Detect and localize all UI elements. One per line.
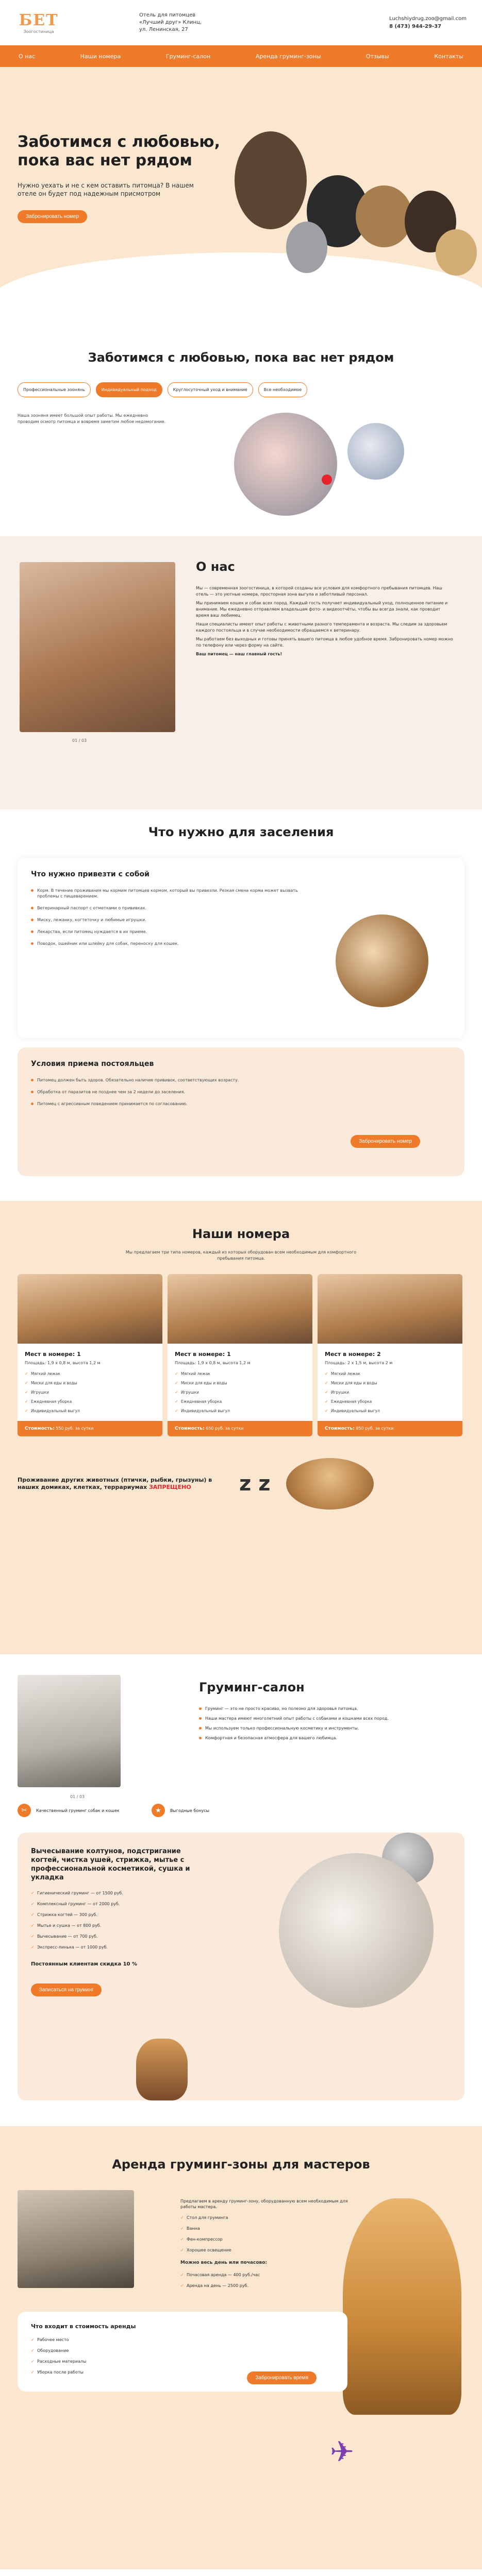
room-photo bbox=[318, 1274, 462, 1344]
golden-retriever-photo bbox=[343, 2198, 461, 2415]
about-paragraph: Наши специалисты имеют опыт работы с животными разного темперамента и возраста. Мы следим за здоровьем каждого постояльца и в случае необходимости обращаемся к ветеринару. bbox=[196, 622, 447, 633]
about-section bbox=[0, 536, 482, 809]
about-text bbox=[196, 585, 454, 660]
rooms-section bbox=[0, 1201, 482, 1654]
list-item: Наши мастера имеют многолетний опыт работы с собаками и кошками всех пород. bbox=[199, 1716, 446, 1721]
care-text: Наша зооняня имеет большой опыт работы. Мы ежедневно проводим осмотр питомца и вовремя заметим любое недомогание. bbox=[18, 413, 166, 424]
puppy-photo bbox=[136, 2039, 188, 2100]
room-price-label: Стоимость: bbox=[175, 1426, 205, 1431]
list-item: Мы используем только профессиональную косметику и инструменты. bbox=[199, 1725, 446, 1731]
arenda-points bbox=[180, 2215, 351, 2253]
list-item: ✓ Ванна bbox=[180, 2226, 351, 2231]
room-feature: ✓ Игрушки bbox=[175, 1390, 305, 1395]
room-name: Мест в номере: 1 bbox=[25, 1351, 81, 1358]
price-item: ✓ Гигиенический груминг — от 1500 руб. bbox=[31, 1890, 222, 1896]
needs-book-button[interactable]: Забронировать номер bbox=[351, 1135, 420, 1148]
room-feature: ✓ Индивидуальный выгул bbox=[325, 1409, 455, 1414]
list-item: ✓ Оборудование bbox=[31, 2348, 217, 2353]
room-area: Площадь: 1,9 x 0,8 м, высота 1,2 м bbox=[175, 1361, 251, 1365]
arenda-info bbox=[180, 2198, 351, 2294]
sleep-icon: z z bbox=[239, 1472, 271, 1496]
room-photo bbox=[168, 1274, 312, 1344]
ban-row bbox=[18, 1458, 464, 1510]
list-item: Груминг — это не просто красиво, но полезно для здоровья питомца. bbox=[199, 1706, 446, 1711]
room-feature: ✓ Ежедневная уборка bbox=[175, 1399, 305, 1404]
arenda-photo bbox=[18, 2190, 134, 2288]
room-price-label: Стоимость: bbox=[25, 1426, 55, 1431]
list-item: Поводок, ошейник или шлейку для собак, переноску для кошек. bbox=[31, 941, 309, 946]
arenda-rates bbox=[180, 2272, 351, 2289]
hero-lead: Нужно уехать и не с кем оставить питомца? В нашем отеле он будет под надежным присмотром bbox=[18, 182, 194, 197]
nav-contacts[interactable]: Контакты bbox=[434, 53, 463, 60]
needs-title: Что нужно для заселения bbox=[148, 825, 334, 839]
header-contacts bbox=[389, 15, 467, 30]
about-pager[interactable]: 01 / 03 bbox=[72, 738, 87, 743]
list-item: Обработка от паразитов не позднее чем за 2 недели до заселения. bbox=[31, 1089, 309, 1095]
rate-item: ✓ Почасовая аренда — 400 руб./час bbox=[180, 2272, 351, 2278]
logo-sub: Зоогостиница bbox=[23, 29, 54, 34]
conditions-list bbox=[31, 1077, 309, 1107]
care-content bbox=[18, 413, 464, 516]
care-tab[interactable]: Индивидуальный подход bbox=[96, 382, 162, 397]
arenda-title: Аренда груминг-зоны для мастеров bbox=[112, 2157, 370, 2172]
list-item: Миску, лежанку, когтеточку и любимые игрушки. bbox=[31, 917, 309, 923]
room-price bbox=[18, 1421, 162, 1436]
list-item: ✓ Уборка после работы bbox=[31, 2369, 217, 2375]
discount-label: Постоянным клиентам скидка 10 % bbox=[31, 1961, 138, 1967]
cat-dog-photo bbox=[336, 914, 428, 1007]
room-feature: ✓ Игрушки bbox=[25, 1390, 155, 1395]
care-tabs bbox=[18, 382, 464, 397]
room-name: Мест в номере: 1 bbox=[175, 1351, 231, 1358]
nav-reviews[interactable]: Отзывы bbox=[365, 53, 389, 60]
reviews-section bbox=[0, 2569, 482, 2576]
address-line: «Лучший друг» Клинц, bbox=[139, 20, 202, 25]
room-body bbox=[18, 1344, 162, 1414]
room-card[interactable] bbox=[168, 1274, 312, 1436]
room-price-value: 550 руб. за сутки bbox=[56, 1426, 94, 1431]
list-item: Комфортная и безопасная атмосфера для вашего любимца. bbox=[199, 1735, 446, 1741]
needs-section bbox=[0, 809, 482, 1201]
gift-icon: ★ bbox=[152, 1804, 165, 1817]
room-area: Площадь: 2 x 1,5 м, высота 2 м bbox=[325, 1361, 393, 1365]
list-item: ✓ Расходные материалы bbox=[31, 2359, 217, 2364]
arenda-book-button[interactable]: Забронировать время bbox=[247, 2371, 317, 2384]
list-item: ✓ Хорошее освещение bbox=[180, 2247, 351, 2253]
price-item: ✓ Комплексный груминг — от 2000 руб. bbox=[31, 1901, 222, 1907]
about-photo bbox=[20, 562, 175, 732]
room-price-label: Стоимость: bbox=[325, 1426, 355, 1431]
list-item: ✓ Рабочее место bbox=[31, 2337, 217, 2343]
ban-text bbox=[18, 1477, 234, 1491]
paw-icon: ✂ bbox=[18, 1804, 31, 1817]
room-feature: ✓ Мягкий лежак bbox=[25, 1371, 155, 1377]
room-feature: ✓ Миски для еды и воды bbox=[325, 1381, 455, 1386]
list-item: Ветеринарный паспорт с отметками о прививках. bbox=[31, 905, 309, 911]
nav-arenda[interactable]: Аренда груминг-зоны bbox=[255, 53, 321, 60]
room-features bbox=[25, 1371, 155, 1414]
care-section bbox=[0, 345, 482, 536]
badge-label: Качественный груминг собак и кошек bbox=[36, 1808, 120, 1813]
care-tab[interactable]: Все необходимое bbox=[258, 382, 308, 397]
room-price bbox=[168, 1421, 312, 1436]
arenda-section bbox=[0, 2126, 482, 2569]
grooming-badges bbox=[18, 1804, 464, 1817]
room-price-value: 650 руб. за сутки bbox=[206, 1426, 244, 1431]
about-paragraph: Мы работаем без выходных и готовы принять вашего питомца в любое удобное время. Забронировать номер можно по телефону или через форму на сайте. bbox=[196, 637, 453, 648]
about-title: О нас bbox=[196, 560, 235, 574]
logo[interactable] bbox=[15, 6, 62, 39]
bring-title: Что нужно привезти с собой bbox=[31, 870, 149, 878]
room-body bbox=[318, 1344, 462, 1414]
rooms-subtitle: Мы предлагаем три типа номеров, каждый из которых оборудован всем необходимым для комфортного пребывания питомца. bbox=[125, 1250, 357, 1261]
rate-item: ✓ Аренда на день — 2500 руб. bbox=[180, 2283, 351, 2289]
room-feature: ✓ Мягкий лежак bbox=[175, 1371, 305, 1377]
room-price-value: 850 руб. за сутки bbox=[356, 1426, 394, 1431]
bring-list bbox=[31, 888, 309, 946]
room-photo bbox=[18, 1274, 162, 1344]
decor-dot bbox=[322, 474, 332, 485]
list-item: Питомец с агрессивным поведением принимается по согласованию. bbox=[31, 1101, 309, 1107]
header-address bbox=[139, 12, 202, 33]
price-item: ✓ Вычесывание — от 700 руб. bbox=[31, 1934, 222, 1939]
cost-title: Что входит в стоимость аренды bbox=[31, 2323, 136, 2330]
header-phone[interactable]: 8 (473) 944-29-37 bbox=[389, 24, 442, 29]
grooming-title: Груминг-салон bbox=[199, 1680, 305, 1694]
room-card[interactable] bbox=[318, 1274, 462, 1436]
grooming-prices bbox=[31, 1890, 222, 1950]
conditions-title: Условия приема постояльцев bbox=[31, 1060, 154, 1068]
cost-list bbox=[31, 2337, 217, 2375]
nav-about[interactable]: О нас bbox=[19, 53, 36, 60]
room-area: Площадь: 1,9 x 0,8 м, высота 1,2 м bbox=[25, 1361, 101, 1365]
list-item: Лекарства, если питомец нуждается в их приеме. bbox=[31, 929, 309, 935]
topbar bbox=[0, 0, 482, 45]
list-item: Питомец должен быть здоров. Обязательно наличие прививок, соответствующих возрасту. bbox=[31, 1077, 309, 1083]
hair-dryer-icon: ✈ bbox=[330, 2435, 354, 2469]
conditions-card bbox=[18, 1047, 464, 1176]
list-item: ✓ Фен-компрессор bbox=[180, 2236, 351, 2242]
address-line: Отель для питомцев bbox=[139, 12, 196, 18]
room-price bbox=[318, 1421, 462, 1436]
arenda-label: Можно весь день или почасово: bbox=[180, 2260, 267, 2265]
care-tab[interactable]: Круглосуточный уход и внимание bbox=[168, 382, 253, 397]
grooming-signup-button[interactable]: Записаться на груминг bbox=[31, 1984, 102, 1996]
care-tab[interactable]: Профессиональные зоонянь bbox=[18, 382, 91, 397]
room-feature: ✓ Мягкий лежак bbox=[325, 1371, 455, 1377]
main-nav bbox=[0, 45, 482, 67]
arenda-intro: Предлагаем в аренду груминг-зону, оборудованную всем необходимым для работы мастера. bbox=[180, 2199, 348, 2209]
logo-mark: БЕТ bbox=[19, 11, 59, 29]
room-feature: ✓ Миски для еды и воды bbox=[25, 1381, 155, 1386]
room-feature: ✓ Миски для еды и воды bbox=[175, 1381, 305, 1386]
room-feature: ✓ Индивидуальный выгул bbox=[175, 1409, 305, 1414]
rooms-title: Наши номера bbox=[192, 1227, 290, 1241]
bring-card bbox=[18, 858, 464, 1038]
sleeping-pet-photo bbox=[286, 1458, 374, 1510]
price-item: ✓ Экспресс-линька — от 1000 руб. bbox=[31, 1944, 222, 1950]
room-features bbox=[325, 1371, 455, 1414]
about-paragraph: Мы принимаем кошек и собак всех пород. Каждый гость получает индивидуальный уход, полноценное питание и внимание. Мы ежедневно отправляем владельцам фото- и видеоотчёты, чтобы вы всегда знали, как проводит время ваш любимец. bbox=[196, 601, 448, 618]
price-item: ✓ Стрижка когтей — 300 руб. bbox=[31, 1912, 222, 1918]
room-feature: ✓ Игрушки bbox=[325, 1390, 455, 1395]
room-grid bbox=[18, 1274, 464, 1436]
list-item: Корм. В течение проживания мы кормим питомцев кормом, который вы привезли. Резкая смена корма может вызвать проблемы с пищеварением. bbox=[31, 888, 309, 899]
grooming-points bbox=[199, 1706, 446, 1745]
dog-photo-large bbox=[279, 1853, 434, 2008]
grooming-section bbox=[0, 1654, 482, 2111]
room-name: Мест в номере: 2 bbox=[325, 1351, 381, 1358]
nav-grooming[interactable]: Груминг-салон bbox=[165, 53, 211, 60]
ban-text-red: ЗАПРЕЩЕНО bbox=[148, 1484, 191, 1490]
badge-label: Выгодные бонусы bbox=[170, 1808, 209, 1813]
grooming-photo bbox=[18, 1675, 121, 1787]
room-features bbox=[175, 1371, 305, 1414]
care-title: Заботимся с любовью, пока вас нет рядом bbox=[88, 350, 394, 365]
care-photo bbox=[234, 413, 337, 516]
list-item: ✓ Стол для груминга bbox=[180, 2215, 351, 2221]
about-paragraph: Ваш питомец — наш главный гость! bbox=[196, 652, 282, 656]
room-feature: ✓ Ежедневная уборка bbox=[325, 1399, 455, 1404]
hero bbox=[0, 67, 482, 345]
pets-illustration bbox=[209, 118, 482, 289]
room-body bbox=[168, 1344, 312, 1414]
badge bbox=[18, 1804, 131, 1817]
grooming-pager[interactable]: 01 / 03 bbox=[70, 1794, 85, 1799]
grooming-card-title: Вычесывание колтунов, подстригание когтей, чистка ушей, стрижка, мытье с профессиональной косметикой, сушка и укладка bbox=[31, 1848, 190, 1882]
room-feature: ✓ Индивидуальный выгул bbox=[25, 1409, 155, 1414]
cost-card bbox=[18, 2312, 347, 2392]
price-item: ✓ Мытье и сушка — от 800 руб. bbox=[31, 1923, 222, 1928]
ban-text-main: Проживание других животных (птички, рыбки, грызуны) в наших домиках, клетках, террариумах bbox=[18, 1477, 212, 1490]
hero-book-button[interactable]: Забронировать номер bbox=[18, 210, 87, 223]
about-paragraph: Мы — современная зоогостиница, в которой созданы все условия для комфортного пребывания питомцев. Наш отель — это уютные номера, просторная зона выгула и заботливый персонал. bbox=[196, 586, 442, 597]
address-line: ул. Ленинская, 27 bbox=[139, 27, 188, 32]
nav-rooms[interactable]: Наши номера bbox=[80, 53, 121, 60]
hero-title: Заботимся с любовью, пока вас нет рядом bbox=[18, 133, 220, 170]
room-card[interactable] bbox=[18, 1274, 162, 1436]
badge bbox=[152, 1804, 265, 1817]
room-feature: ✓ Ежедневная уборка bbox=[25, 1399, 155, 1404]
care-photo-small bbox=[347, 423, 404, 480]
header-email[interactable]: Luchshiydrug.zoo@gmail.com bbox=[389, 16, 467, 22]
grooming-price-card bbox=[18, 1833, 464, 2100]
